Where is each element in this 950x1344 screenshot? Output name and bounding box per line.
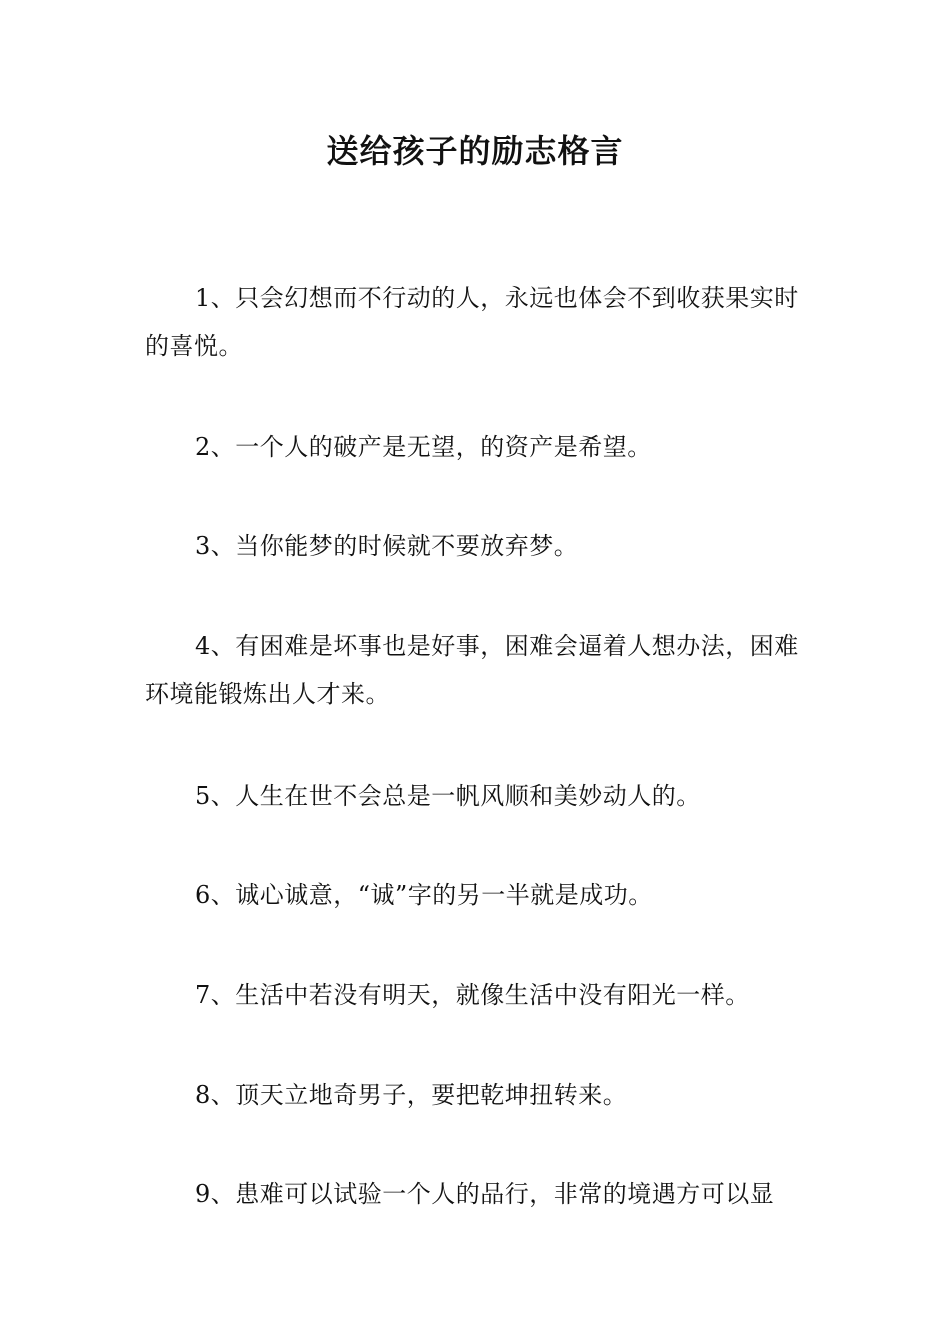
document-title: 送给孩子的励志格言: [326, 132, 624, 170]
paragraph-8: 8、顶天立地奇男子，要把乾坤扭转来。: [195, 1081, 628, 1109]
paragraph-5: 5、人生在世不会总是一帆风顺和美妙动人的。: [195, 782, 701, 810]
paragraph-2: 2、一个人的破产是无望，的资产是希望。: [195, 433, 652, 461]
paragraph-7: 7、生活中若没有明天，就像生活中没有阳光一样。: [195, 981, 750, 1009]
paragraph-1: 1、只会幻想而不行动的人，永远也体会不到收获果实时的喜悦。: [145, 284, 799, 360]
paragraph-3: 3、当你能梦的时候就不要放弃梦。: [195, 532, 579, 560]
paragraph-9: 9、患难可以试验一个人的品行，非常的境遇方可以显: [195, 1180, 775, 1208]
paragraph-4: 4、有困难是坏事也是好事，困难会逼着人想办法，困难环境能锻炼出人才来。: [145, 632, 799, 708]
paragraph-6: 6、诚心诚意，“诚”字的另一半就是成功。: [195, 881, 653, 909]
